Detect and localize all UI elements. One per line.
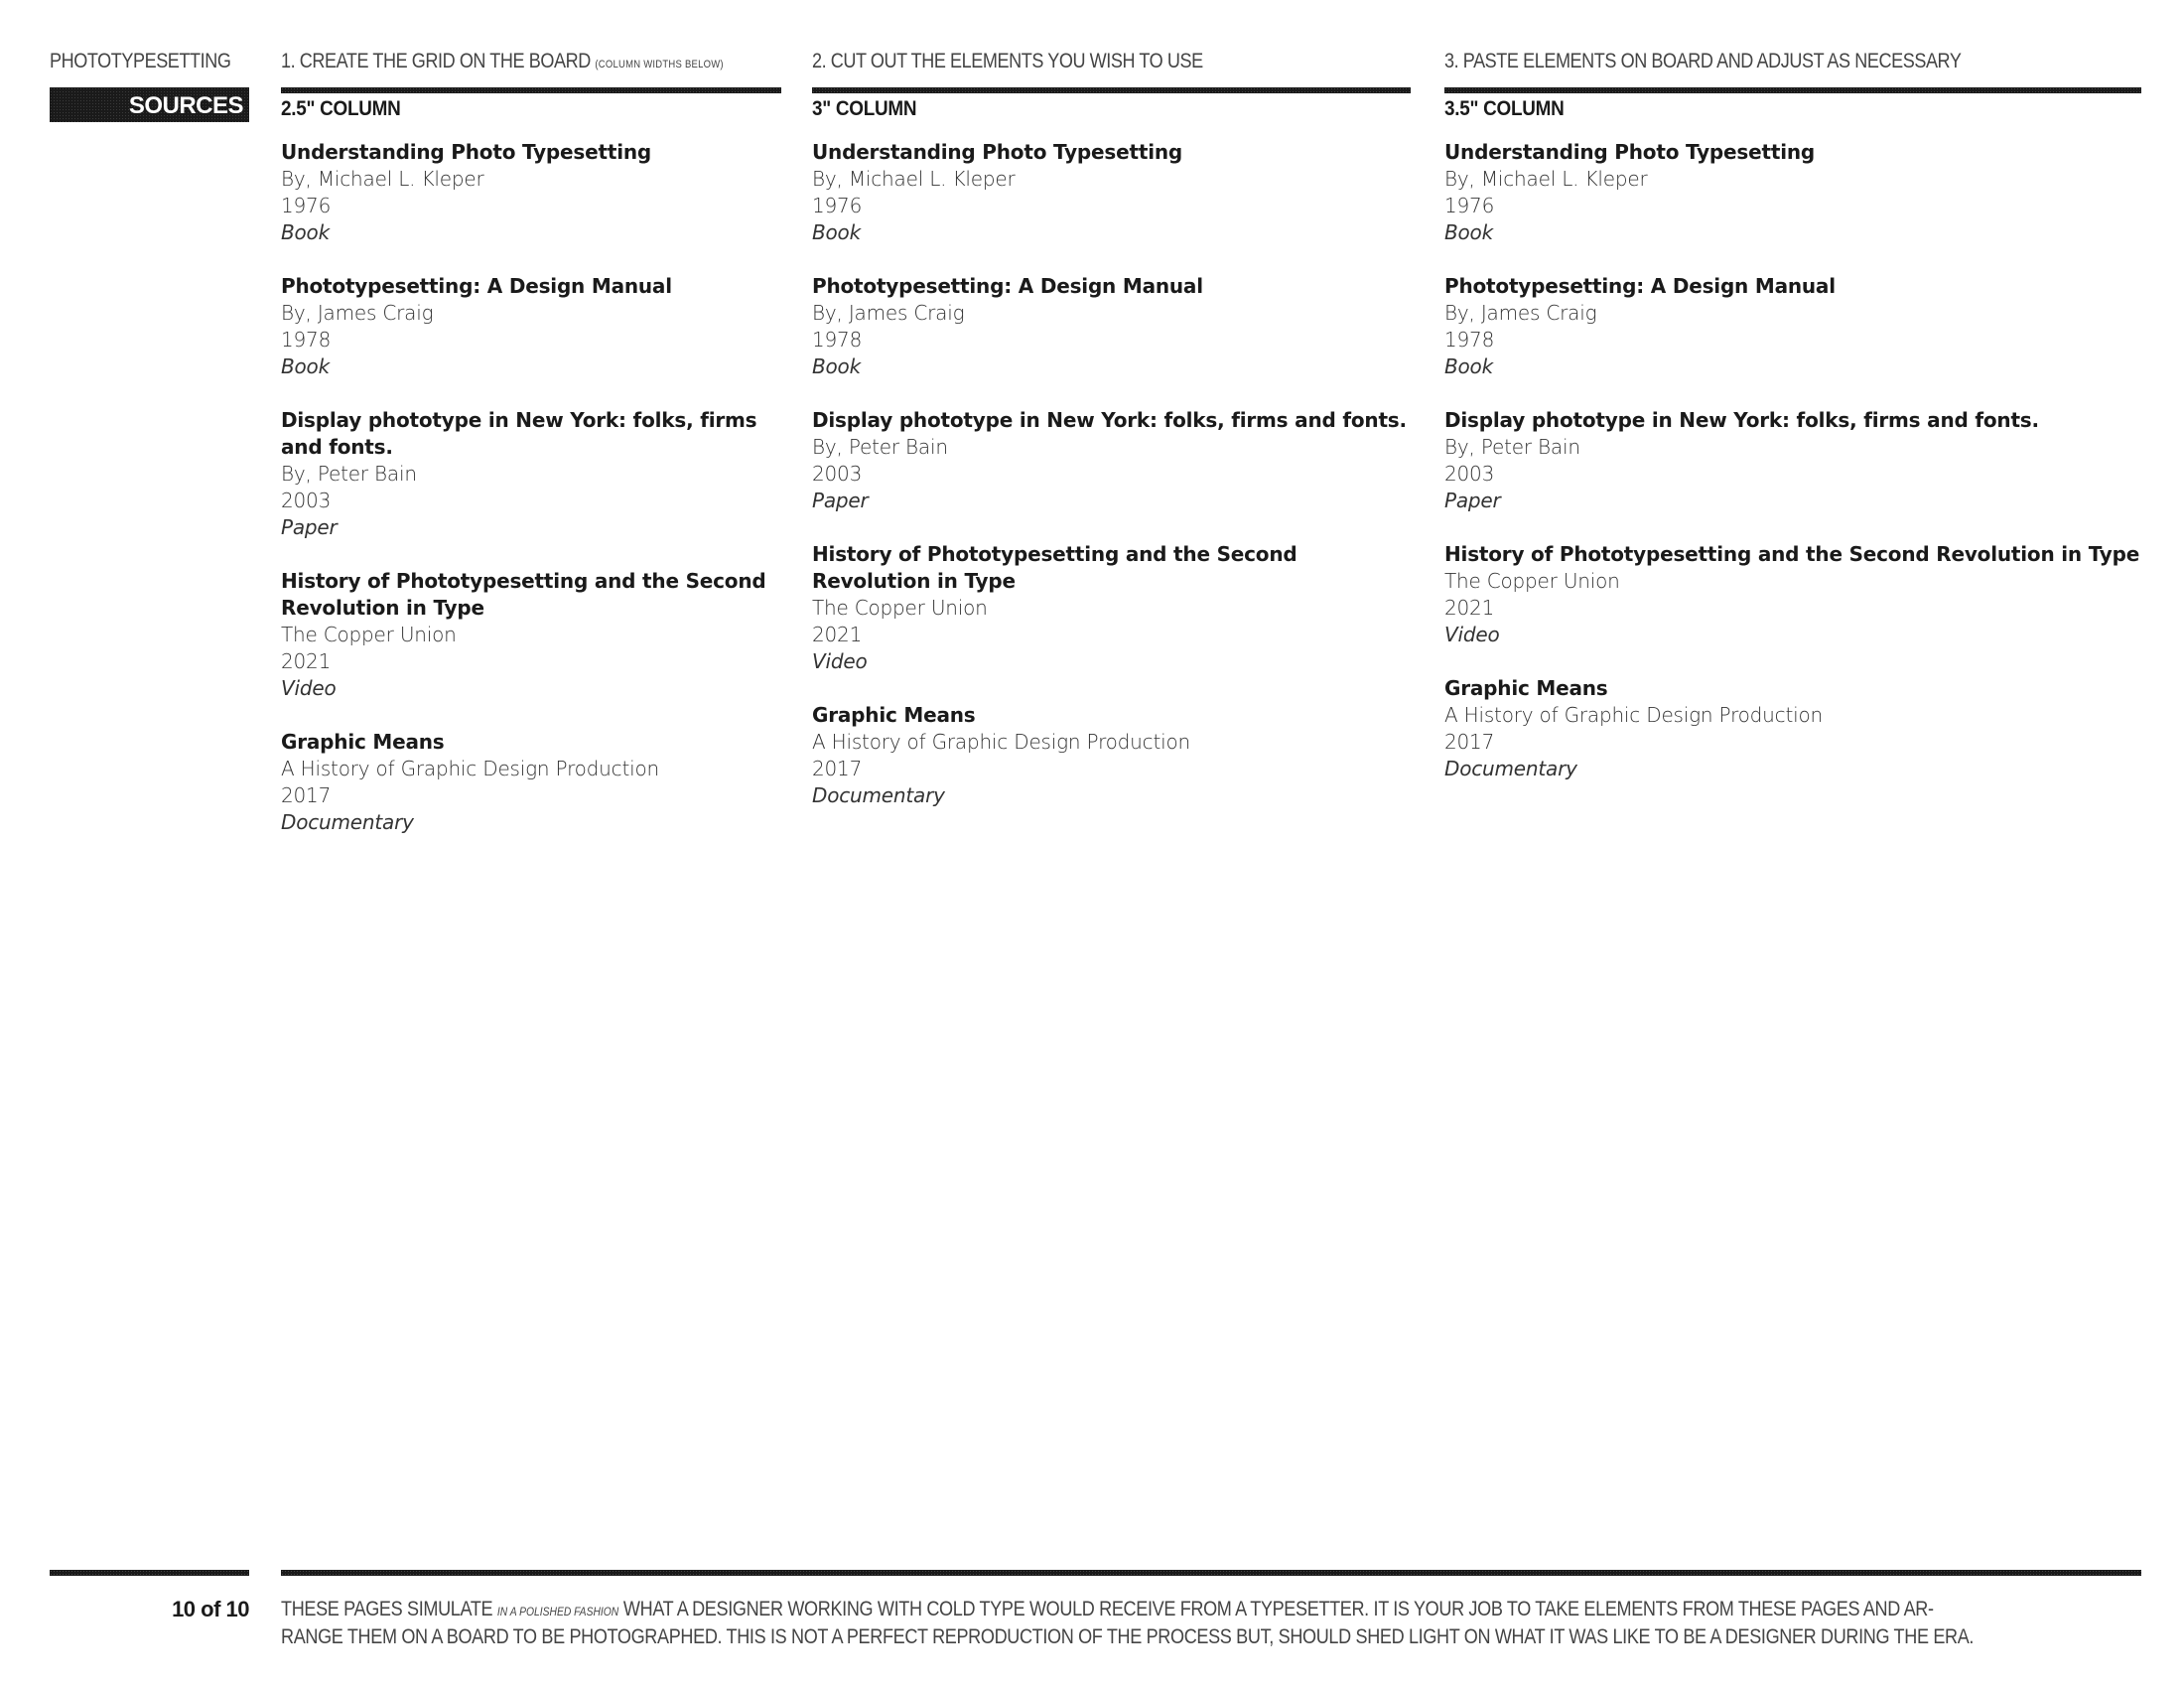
column-heading: 2.5" COLUMN <box>281 97 401 120</box>
source-entry <box>812 139 1411 246</box>
source-author: By, Michael L. Kleper <box>812 167 1016 191</box>
source-author: By, James Craig <box>1444 301 1597 325</box>
source-type: Book <box>1444 220 1493 244</box>
source-entry <box>281 273 781 380</box>
source-year: 2021 <box>1444 596 1495 620</box>
column-2-5-inch <box>281 87 781 863</box>
source-year: 1976 <box>1444 194 1495 217</box>
step-1-label: 1. CREATE THE GRID ON THE BOARD <box>281 50 591 72</box>
source-entry <box>1444 139 2141 246</box>
source-author: A History of Graphic Design Production <box>1444 703 1823 727</box>
source-entry <box>812 541 1411 675</box>
source-title: Understanding Photo Typesetting <box>281 140 651 164</box>
source-year: 2017 <box>281 783 332 807</box>
section-badge <box>50 87 249 122</box>
source-list <box>1444 139 2141 782</box>
source-type: Video <box>281 676 337 700</box>
footer-rule-right <box>281 1570 2141 1576</box>
source-list <box>281 139 781 836</box>
source-author: By, Peter Bain <box>281 462 417 486</box>
source-type: Paper <box>812 489 869 512</box>
source-year: 2003 <box>1444 462 1495 486</box>
source-author: The Copper Union <box>281 623 457 646</box>
source-year: 1978 <box>281 328 332 352</box>
source-entry <box>281 139 781 246</box>
source-title: Phototypesetting: A Design Manual <box>812 274 1203 298</box>
footer-note-emphasis: IN A POLISHED FASHION <box>496 1605 619 1618</box>
column-rule <box>812 87 1411 93</box>
series-title: PHOTOTYPESETTING <box>50 50 231 72</box>
step-1-heading <box>281 50 724 73</box>
source-title: Graphic Means <box>1444 676 1608 700</box>
column-heading: 3.5" COLUMN <box>1444 97 1565 120</box>
source-entry <box>812 702 1411 809</box>
source-title: Display phototype in New York: folks, firms and fonts. <box>281 408 757 459</box>
source-title: Understanding Photo Typesetting <box>812 140 1182 164</box>
source-type: Paper <box>1444 489 1501 512</box>
source-author: The Copper Union <box>812 596 988 620</box>
source-author: By, Peter Bain <box>812 435 948 459</box>
footer-note-start: THESE PAGES SIMULATE <box>281 1598 497 1620</box>
source-author: A History of Graphic Design Production <box>281 757 659 780</box>
source-year: 1978 <box>812 328 863 352</box>
source-type: Documentary <box>812 783 945 807</box>
source-author: By, James Craig <box>281 301 434 325</box>
source-author: By, Michael L. Kleper <box>281 167 484 191</box>
source-entry <box>1444 675 2141 782</box>
source-title: Display phototype in New York: folks, firms and fonts. <box>812 408 1407 432</box>
footer-note-end: WHAT A DESIGNER WORKING WITH COLD TYPE WOULD RECEIVE FROM A TYPESETTER. IT IS YOUR JOB TO TAKE ELEMENTS FROM THESE PAGES AND AR- <box>618 1598 1934 1620</box>
source-year: 1978 <box>1444 328 1495 352</box>
source-title: Graphic Means <box>812 703 976 727</box>
footer-rule-left <box>50 1570 249 1576</box>
source-type: Book <box>281 354 330 378</box>
step-3-label: 3. PASTE ELEMENTS ON BOARD AND ADJUST AS NECESSARY <box>1444 50 1962 72</box>
source-title: Graphic Means <box>281 730 445 754</box>
source-entry <box>812 407 1411 514</box>
source-year: 1976 <box>812 194 863 217</box>
source-title: History of Phototypesetting and the Second Revolution in Type <box>1444 542 2140 566</box>
source-title: Phototypesetting: A Design Manual <box>281 274 672 298</box>
column-rule <box>1444 87 2141 93</box>
source-year: 2021 <box>812 623 863 646</box>
source-author: A History of Graphic Design Production <box>812 730 1190 754</box>
source-type: Paper <box>281 515 338 539</box>
source-author: By, James Craig <box>812 301 965 325</box>
source-type: Book <box>812 220 861 244</box>
source-year: 2021 <box>281 649 332 673</box>
source-entry <box>281 729 781 836</box>
source-title: Phototypesetting: A Design Manual <box>1444 274 1836 298</box>
source-entry <box>1444 407 2141 514</box>
source-type: Documentary <box>281 810 414 834</box>
page-number: 10 of 10 <box>172 1597 249 1621</box>
step-1-note: (COLUMN WIDTHS BELOW) <box>595 59 724 70</box>
footer-note <box>281 1597 2142 1650</box>
step-2-label: 2. CUT OUT THE ELEMENTS YOU WISH TO USE <box>812 50 1203 72</box>
source-author: By, Peter Bain <box>1444 435 1580 459</box>
source-entry <box>1444 541 2141 648</box>
source-title: History of Phototypesetting and the Second Revolution in Type <box>281 569 766 620</box>
source-year: 2017 <box>1444 730 1495 754</box>
source-year: 2003 <box>812 462 863 486</box>
column-heading: 3" COLUMN <box>812 97 917 120</box>
column-rule <box>281 87 781 93</box>
column-3-5-inch <box>1444 87 2141 809</box>
source-type: Video <box>812 649 868 673</box>
source-type: Video <box>1444 623 1500 646</box>
source-year: 2003 <box>281 489 332 512</box>
source-author: By, Michael L. Kleper <box>1444 167 1648 191</box>
source-entry <box>1444 273 2141 380</box>
column-3-inch <box>812 87 1411 836</box>
source-title: Understanding Photo Typesetting <box>1444 140 1815 164</box>
footer-note-line-1 <box>281 1597 2142 1624</box>
section-badge-label: SOURCES <box>128 92 243 119</box>
step-3-heading <box>1444 50 1961 73</box>
source-author: The Copper Union <box>1444 569 1620 593</box>
source-type: Book <box>812 354 861 378</box>
footer-note-line-2: RANGE THEM ON A BOARD TO BE PHOTOGRAPHED. THIS IS NOT A PERFECT REPRODUCTION OF THE PROCESS BUT, SHOULD SHED LIGHT ON WHAT IT WAS LIKE TO BE A DESIGNER DURING THE ERA. <box>281 1625 1975 1648</box>
source-year: 2017 <box>812 757 863 780</box>
source-title: Display phototype in New York: folks, firms and fonts. <box>1444 408 2039 432</box>
source-year: 1976 <box>281 194 332 217</box>
source-title: History of Phototypesetting and the Second Revolution in Type <box>812 542 1297 593</box>
step-2-heading <box>812 50 1203 73</box>
source-type: Documentary <box>1444 757 1577 780</box>
source-entry <box>812 273 1411 380</box>
source-entry <box>281 568 781 702</box>
source-type: Book <box>1444 354 1493 378</box>
source-type: Book <box>281 220 330 244</box>
source-entry <box>281 407 781 541</box>
source-list <box>812 139 1411 809</box>
